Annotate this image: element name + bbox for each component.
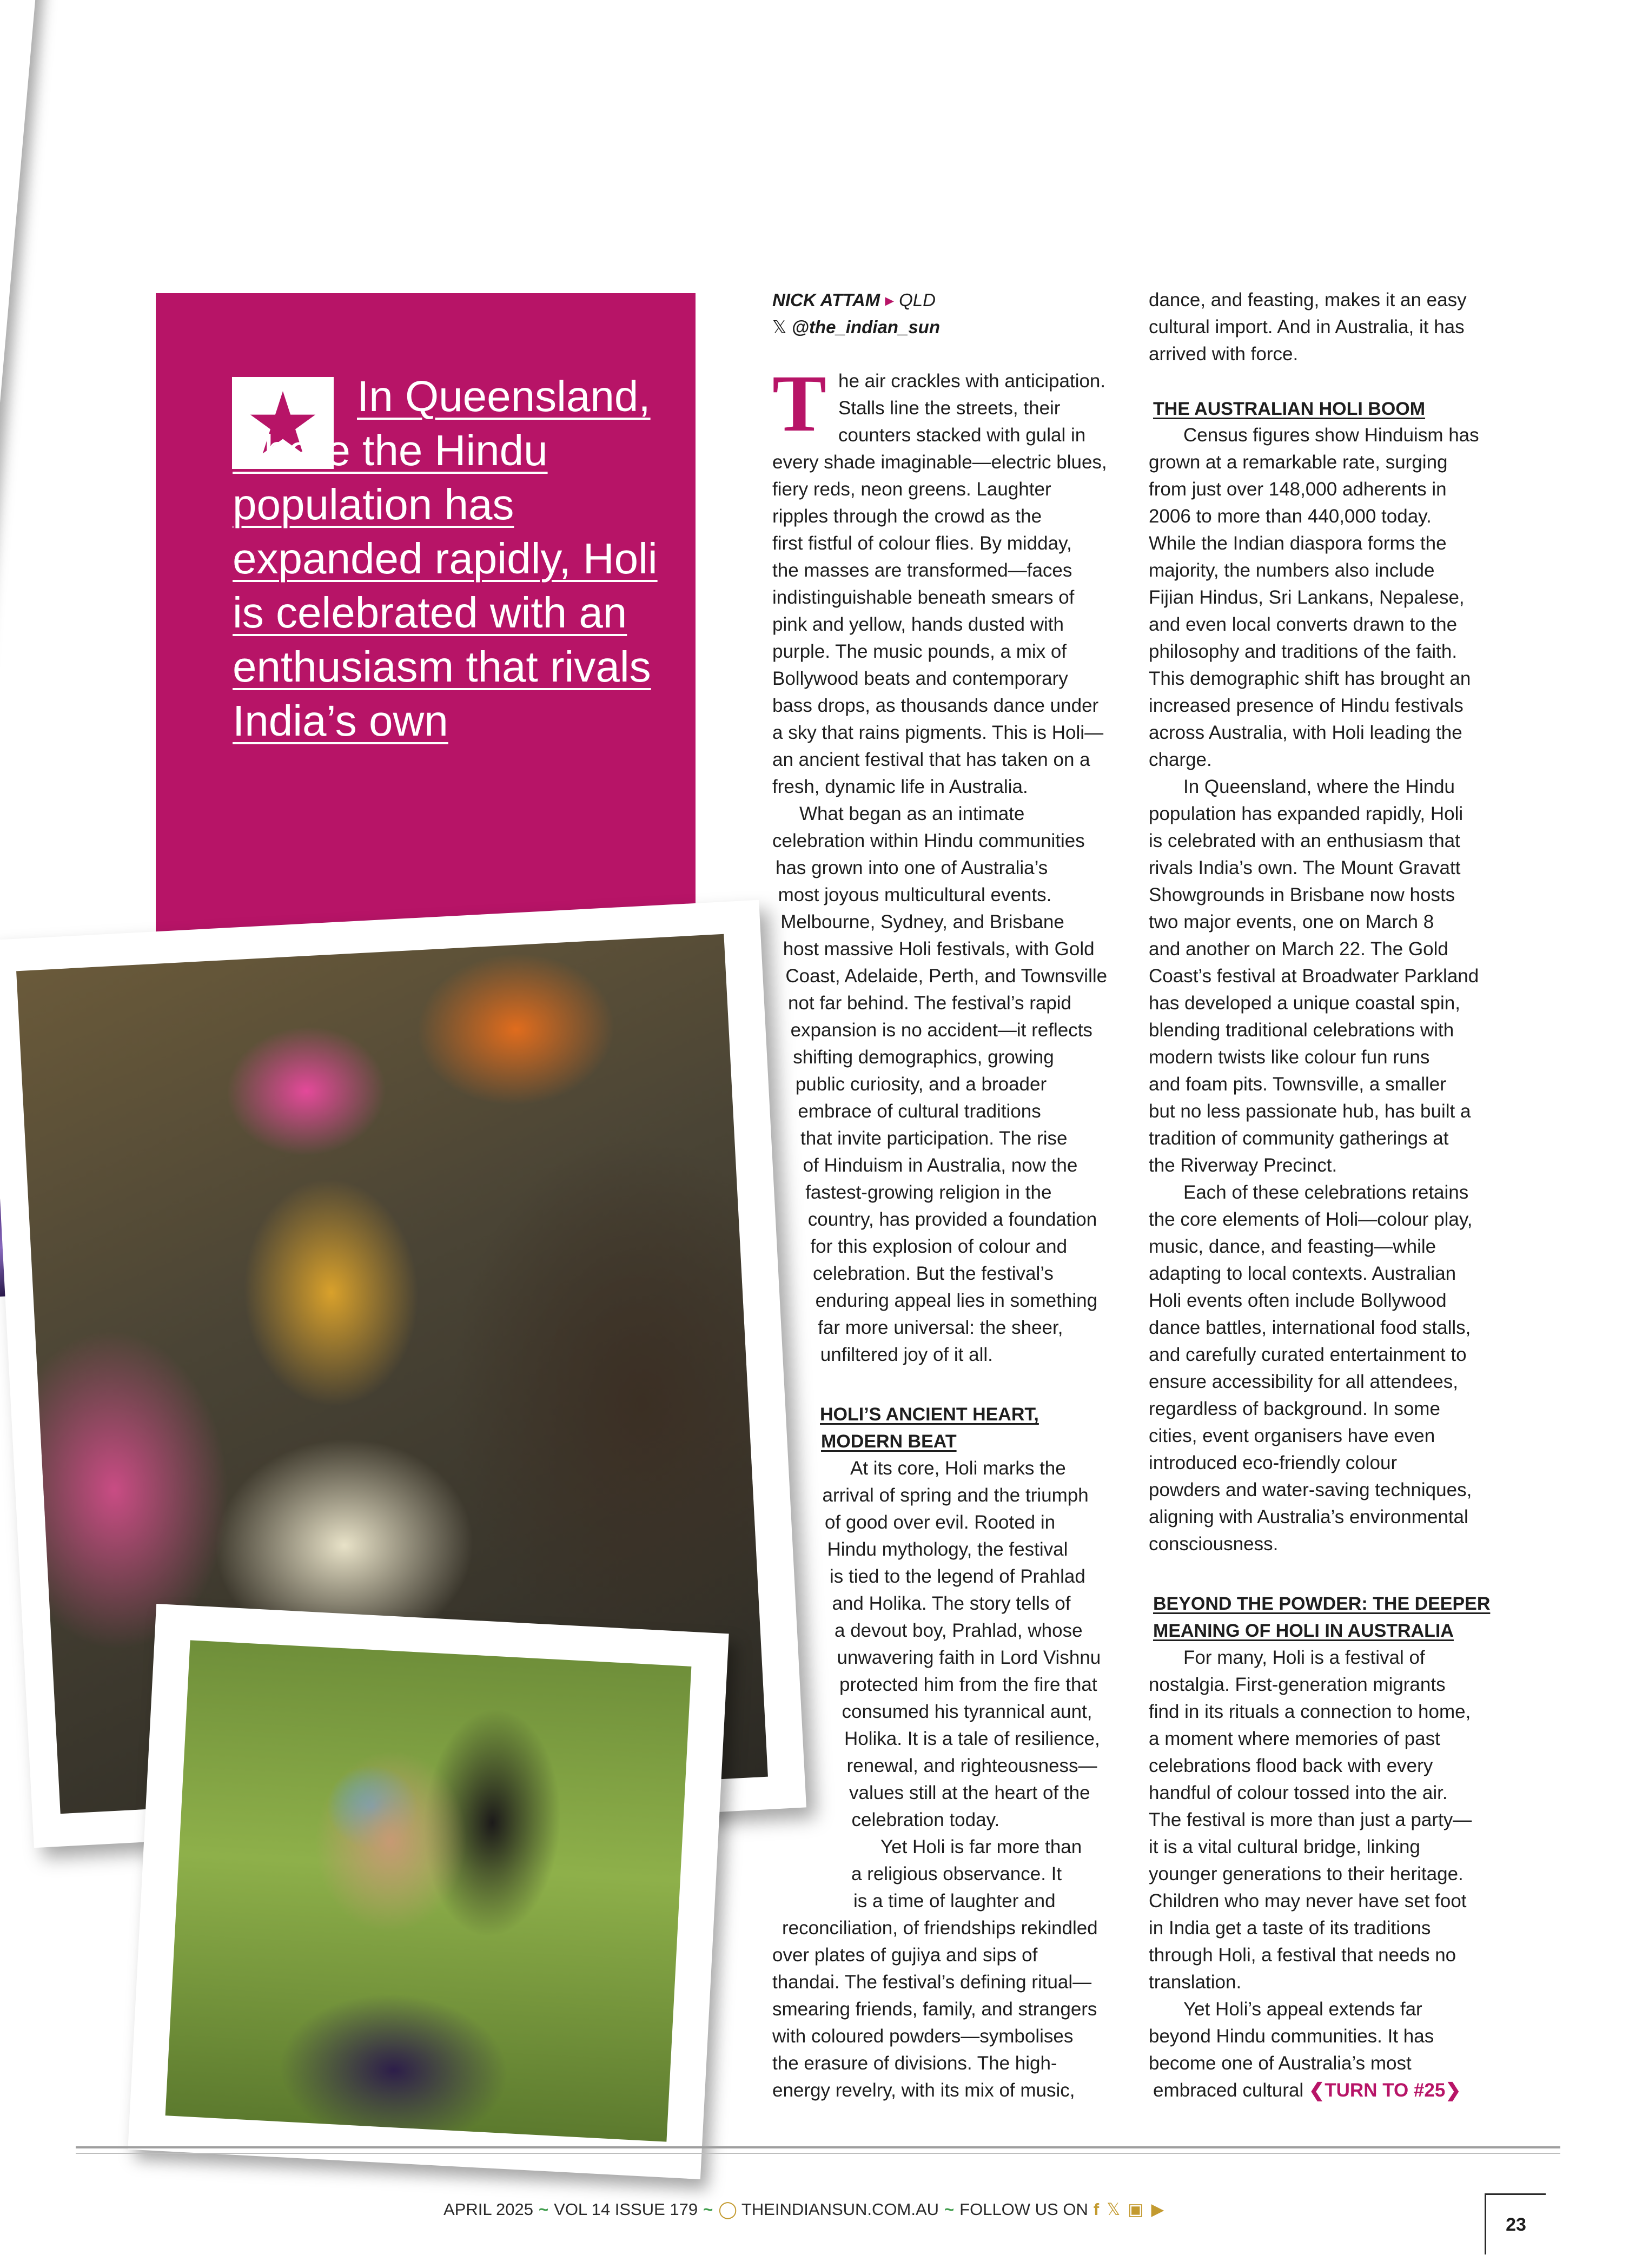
author-handle[interactable]: @the_indian_sun (791, 317, 940, 337)
article-line: grown at a remarkable rate, surging (1149, 452, 1448, 473)
article-line: aligning with Australia’s environmental (1149, 1506, 1468, 1528)
article-line: Children who may never have set foot (1149, 1890, 1467, 1912)
article-line: powders and water-saving techniques, (1149, 1479, 1472, 1500)
article-line: Census figures show Hinduism has (1183, 425, 1479, 446)
article-line: the masses are transformed—faces (772, 560, 1072, 581)
article-line: a religious observance. It (851, 1863, 1062, 1885)
article-line: in India get a taste of its traditions (1149, 1917, 1431, 1939)
article-line: tradition of community gatherings at (1149, 1128, 1449, 1149)
article-line: of good over evil. Rooted in (825, 1512, 1056, 1533)
article-line: for this explosion of colour and (810, 1236, 1068, 1257)
article-line: embrace of cultural traditions (798, 1101, 1041, 1122)
globe-icon: ◯ (718, 2200, 737, 2219)
article-line: values still at the heart of the (849, 1782, 1090, 1803)
article-line: a devout boy, Prahlad, whose (835, 1620, 1083, 1641)
section-heading-ancient: HOLI’S ANCIENT HEART, (820, 1404, 1039, 1425)
article-line: purple. The music pounds, a mix of (772, 641, 1067, 662)
article-line: thandai. The festival’s defining ritual— (772, 1972, 1092, 1993)
article-line: most joyous multicultural events. (778, 884, 1052, 905)
article-line: ripples through the crowd as the (772, 506, 1042, 527)
article-line: indistinguishable beneath smears of (772, 587, 1075, 608)
article-line: What began as an intimate (799, 803, 1025, 824)
article-line: Holi events often include Bollywood (1149, 1290, 1447, 1311)
section-heading-boom: THE AUSTRALIAN HOLI BOOM (1153, 399, 1426, 419)
article-line: increased presence of Hindu festivals (1149, 695, 1464, 716)
article-line: The festival is more than just a party— (1149, 1809, 1472, 1830)
article-line: across Australia, with Holi leading the (1149, 722, 1462, 743)
article-line: reconciliation, of friendships rekindled (782, 1917, 1098, 1939)
article-line: ensure accessibility for all attendees, (1149, 1371, 1458, 1392)
article-line: is celebrated with an enthusiasm that (1149, 830, 1460, 851)
article-line: majority, the numbers also include (1149, 560, 1435, 581)
article-line: Yet Holi is far more than (880, 1836, 1082, 1857)
article-line: become one of Australia’s most (1149, 2053, 1412, 2074)
article-line: every shade imaginable—electric blues, (772, 452, 1107, 473)
article-line: Yet Holi’s appeal extends far (1183, 1999, 1422, 2020)
article-line: modern twists like colour fun runs (1149, 1047, 1430, 1068)
article-line: shifting demographics, growing (793, 1047, 1054, 1068)
article-line: has grown into one of Australia’s (776, 857, 1048, 878)
author-region: QLD (899, 290, 936, 310)
article-line: dance battles, international food stalls, (1149, 1317, 1471, 1338)
article-line: unwavering faith in Lord Vishnu (837, 1647, 1101, 1668)
drop-cap: T (772, 359, 827, 448)
tilde-separator-icon: ~ (703, 2200, 713, 2219)
article-line: Each of these celebrations retains (1183, 1182, 1469, 1203)
article-line: of Hinduism in Australia, now the (803, 1155, 1078, 1176)
article-line: nostalgia. First-generation migrants (1149, 1674, 1446, 1695)
article-line: is tied to the legend of Prahlad (830, 1566, 1085, 1587)
article-line: music, dance, and feasting—while (1149, 1236, 1436, 1257)
article-line: translation. (1149, 1972, 1242, 1993)
article-line: blending traditional celebrations with (1149, 1020, 1454, 1041)
article-line: Coast, Adelaide, Perth, and Townsville (785, 966, 1108, 987)
article-line: but no less passionate hub, has built a (1149, 1101, 1471, 1122)
article-line: celebration today. (851, 1809, 1000, 1830)
article-line: and another on March 22. The Gold (1149, 938, 1448, 960)
article-line: and carefully curated entertainment to (1149, 1344, 1467, 1365)
article-line: host massive Holi festivals, with Gold (783, 938, 1095, 960)
article-line: from just over 148,000 adherents in (1149, 479, 1447, 500)
instagram-icon[interactable]: ▣ (1128, 2200, 1144, 2219)
last-line-text: embraced cultural (1153, 2080, 1304, 2101)
article-line: and Holika. The story tells of (832, 1593, 1071, 1614)
article-line: with coloured powders—symbolises (772, 2026, 1074, 2047)
article-line: Coast’s festival at Broadwater Parkland (1149, 966, 1479, 987)
article-line: and even local converts drawn to the (1149, 614, 1458, 635)
article-line: and foam pits. Townsville, a smaller (1149, 1074, 1446, 1095)
article-line: the erasure of divisions. The high- (772, 2053, 1057, 2074)
article-line: arrival of spring and the triumph (822, 1485, 1089, 1506)
footer-rule (76, 2153, 1560, 2154)
holi-photo-smiling-woman (165, 1640, 692, 2141)
article-line: consumed his tyrannical aunt, (842, 1701, 1092, 1722)
article-line: far more universal: the sheer, (818, 1317, 1063, 1338)
article-line: 2006 to more than 440,000 today. (1149, 506, 1432, 527)
youtube-icon[interactable]: ▶ (1151, 2200, 1164, 2219)
article-line: two major events, one on March 8 (1149, 911, 1434, 933)
article-line: a moment where memories of past (1149, 1728, 1440, 1749)
tilde-separator-icon: ~ (539, 2200, 549, 2219)
author-name: NICK ATTAM (772, 290, 880, 310)
article-line: Fijian Hindus, Sri Lankans, Nepalese, (1149, 587, 1465, 608)
turn-to-label: TURN TO #25 (1325, 2080, 1446, 2101)
article-line: Hindu mythology, the festival (827, 1539, 1068, 1560)
article-line: This demographic shift has brought an (1149, 668, 1471, 689)
article-line: Bollywood beats and contemporary (772, 668, 1068, 689)
article-line: cities, event organisers have even (1149, 1425, 1435, 1446)
article-line: fresh, dynamic life in Australia. (772, 776, 1028, 797)
article-line: arrived with force. (1149, 343, 1299, 365)
article-line: Stalls line the streets, their (838, 398, 1061, 419)
article-line: pink and yellow, hands dusted with (772, 614, 1064, 635)
article-line: through Holi, a festival that needs no (1149, 1945, 1456, 1966)
article-line: celebrations flood back with every (1149, 1755, 1433, 1776)
article-line: philosophy and traditions of the faith. (1149, 641, 1458, 662)
article-line: celebration. But the festival’s (813, 1263, 1054, 1284)
article-line: In Queensland, where the Hindu (1183, 776, 1455, 797)
section-heading-beyond: BEYOND THE POWDER: THE DEEPER (1153, 1593, 1491, 1614)
article-line: smearing friends, family, and strangers (772, 1999, 1097, 2020)
article-line: cultural import. And in Australia, it has (1149, 316, 1465, 338)
article-line: unfiltered joy of it all. (820, 1344, 993, 1365)
article-line: an ancient festival that has taken on a (772, 749, 1090, 770)
turn-to-link[interactable]: ❮TURN TO #25❯ (1308, 2080, 1461, 2101)
article-line: beyond Hindu communities. It has (1149, 2026, 1434, 2047)
article-line: counters stacked with gulal in (838, 425, 1086, 446)
article-line: he air crackles with anticipation. (838, 371, 1106, 392)
byline (772, 287, 940, 341)
section-heading-ancient: MODERN BEAT (821, 1431, 957, 1452)
issue-date: APRIL 2025 (443, 2200, 534, 2219)
website-link[interactable]: THEINDIANSUN.COM.AU (741, 2200, 939, 2219)
article-line: dance, and feasting, makes it an easy (1149, 289, 1467, 310)
article-line: it is a vital cultural bridge, linking (1149, 1836, 1420, 1857)
article-line: younger generations to their heritage. (1149, 1863, 1464, 1885)
article-line: is a time of laughter and (853, 1890, 1056, 1912)
article-line: over plates of gujiya and sips of (772, 1945, 1038, 1966)
play-arrow-icon: ▸ (885, 290, 894, 310)
article-line: that invite participation. The rise (800, 1128, 1068, 1149)
x-icon: 𝕏 (772, 317, 787, 337)
article-line: Showgrounds in Brisbane now hosts (1149, 884, 1455, 905)
article-line: celebration within Hindu communities (772, 830, 1085, 851)
article-line: the core elements of Holi—colour play, (1149, 1209, 1473, 1230)
follow-label: FOLLOW US ON (959, 2200, 1088, 2219)
article-line: adapting to local contexts. Australian (1149, 1263, 1456, 1284)
article-line: Melbourne, Sydney, and Brisbane (780, 911, 1064, 933)
article-line: protected him from the fire that (839, 1674, 1097, 1695)
article-line: For many, Holi is a festival of (1183, 1647, 1425, 1668)
footer-rule (76, 2146, 1560, 2148)
pull-quote: In Queensland, where the Hindu population has expanded rapidly, Holi is celebrated with an enthusiasm that rivals India’s own (233, 372, 658, 745)
article-line: energy revelry, with its mix of music, (772, 2080, 1075, 2101)
footer-bar (443, 2196, 1164, 2223)
article-line: At its core, Holi marks the (850, 1458, 1066, 1479)
article-line: first fistful of colour flies. By midday, (772, 533, 1072, 554)
article-line: the Riverway Precinct. (1149, 1155, 1337, 1176)
article-line: fastest-growing religion in the (805, 1182, 1052, 1203)
article-line: regardless of background. In some (1149, 1398, 1440, 1419)
article-line: population has expanded rapidly, Holi (1149, 803, 1464, 824)
article-line: country, has provided a foundation (807, 1209, 1097, 1230)
issue-number: VOL 14 ISSUE 179 (554, 2200, 698, 2219)
article-line: fiery reds, neon greens. Laughter (772, 479, 1051, 500)
x-icon[interactable]: 𝕏 (1107, 2200, 1121, 2219)
article-line: find in its rituals a connection to home, (1149, 1701, 1471, 1722)
article-line: consciousness. (1149, 1533, 1279, 1555)
article-line: handful of colour tossed into the air. (1149, 1782, 1448, 1803)
article-line: expansion is no accident—it reflects (790, 1020, 1092, 1041)
article-line: a sky that rains pigments. This is Holi— (772, 722, 1104, 743)
article-line: not far behind. The festival’s rapid (788, 993, 1072, 1014)
article-line: public curiosity, and a broader (795, 1074, 1047, 1095)
last-line (1153, 2077, 1461, 2104)
article-line: While the Indian diaspora forms the (1149, 533, 1447, 554)
article-line: has developed a unique coastal spin, (1149, 993, 1460, 1014)
page-number: 23 (1485, 2193, 1546, 2254)
facebook-icon[interactable]: f (1093, 2200, 1100, 2219)
article-line: introduced eco-friendly colour (1149, 1452, 1398, 1473)
article-line: bass drops, as thousands dance under (772, 695, 1099, 716)
article-line: enduring appeal lies in something (815, 1290, 1098, 1311)
section-heading-beyond: MEANING OF HOLI IN AUSTRALIA (1153, 1621, 1454, 1641)
article-line: renewal, and righteousness— (846, 1755, 1097, 1776)
article-line: charge. (1149, 749, 1212, 770)
article-line: Holika. It is a tale of resilience, (844, 1728, 1100, 1749)
article-line: rivals India’s own. The Mount Gravatt (1149, 857, 1461, 878)
tilde-separator-icon: ~ (944, 2200, 955, 2219)
